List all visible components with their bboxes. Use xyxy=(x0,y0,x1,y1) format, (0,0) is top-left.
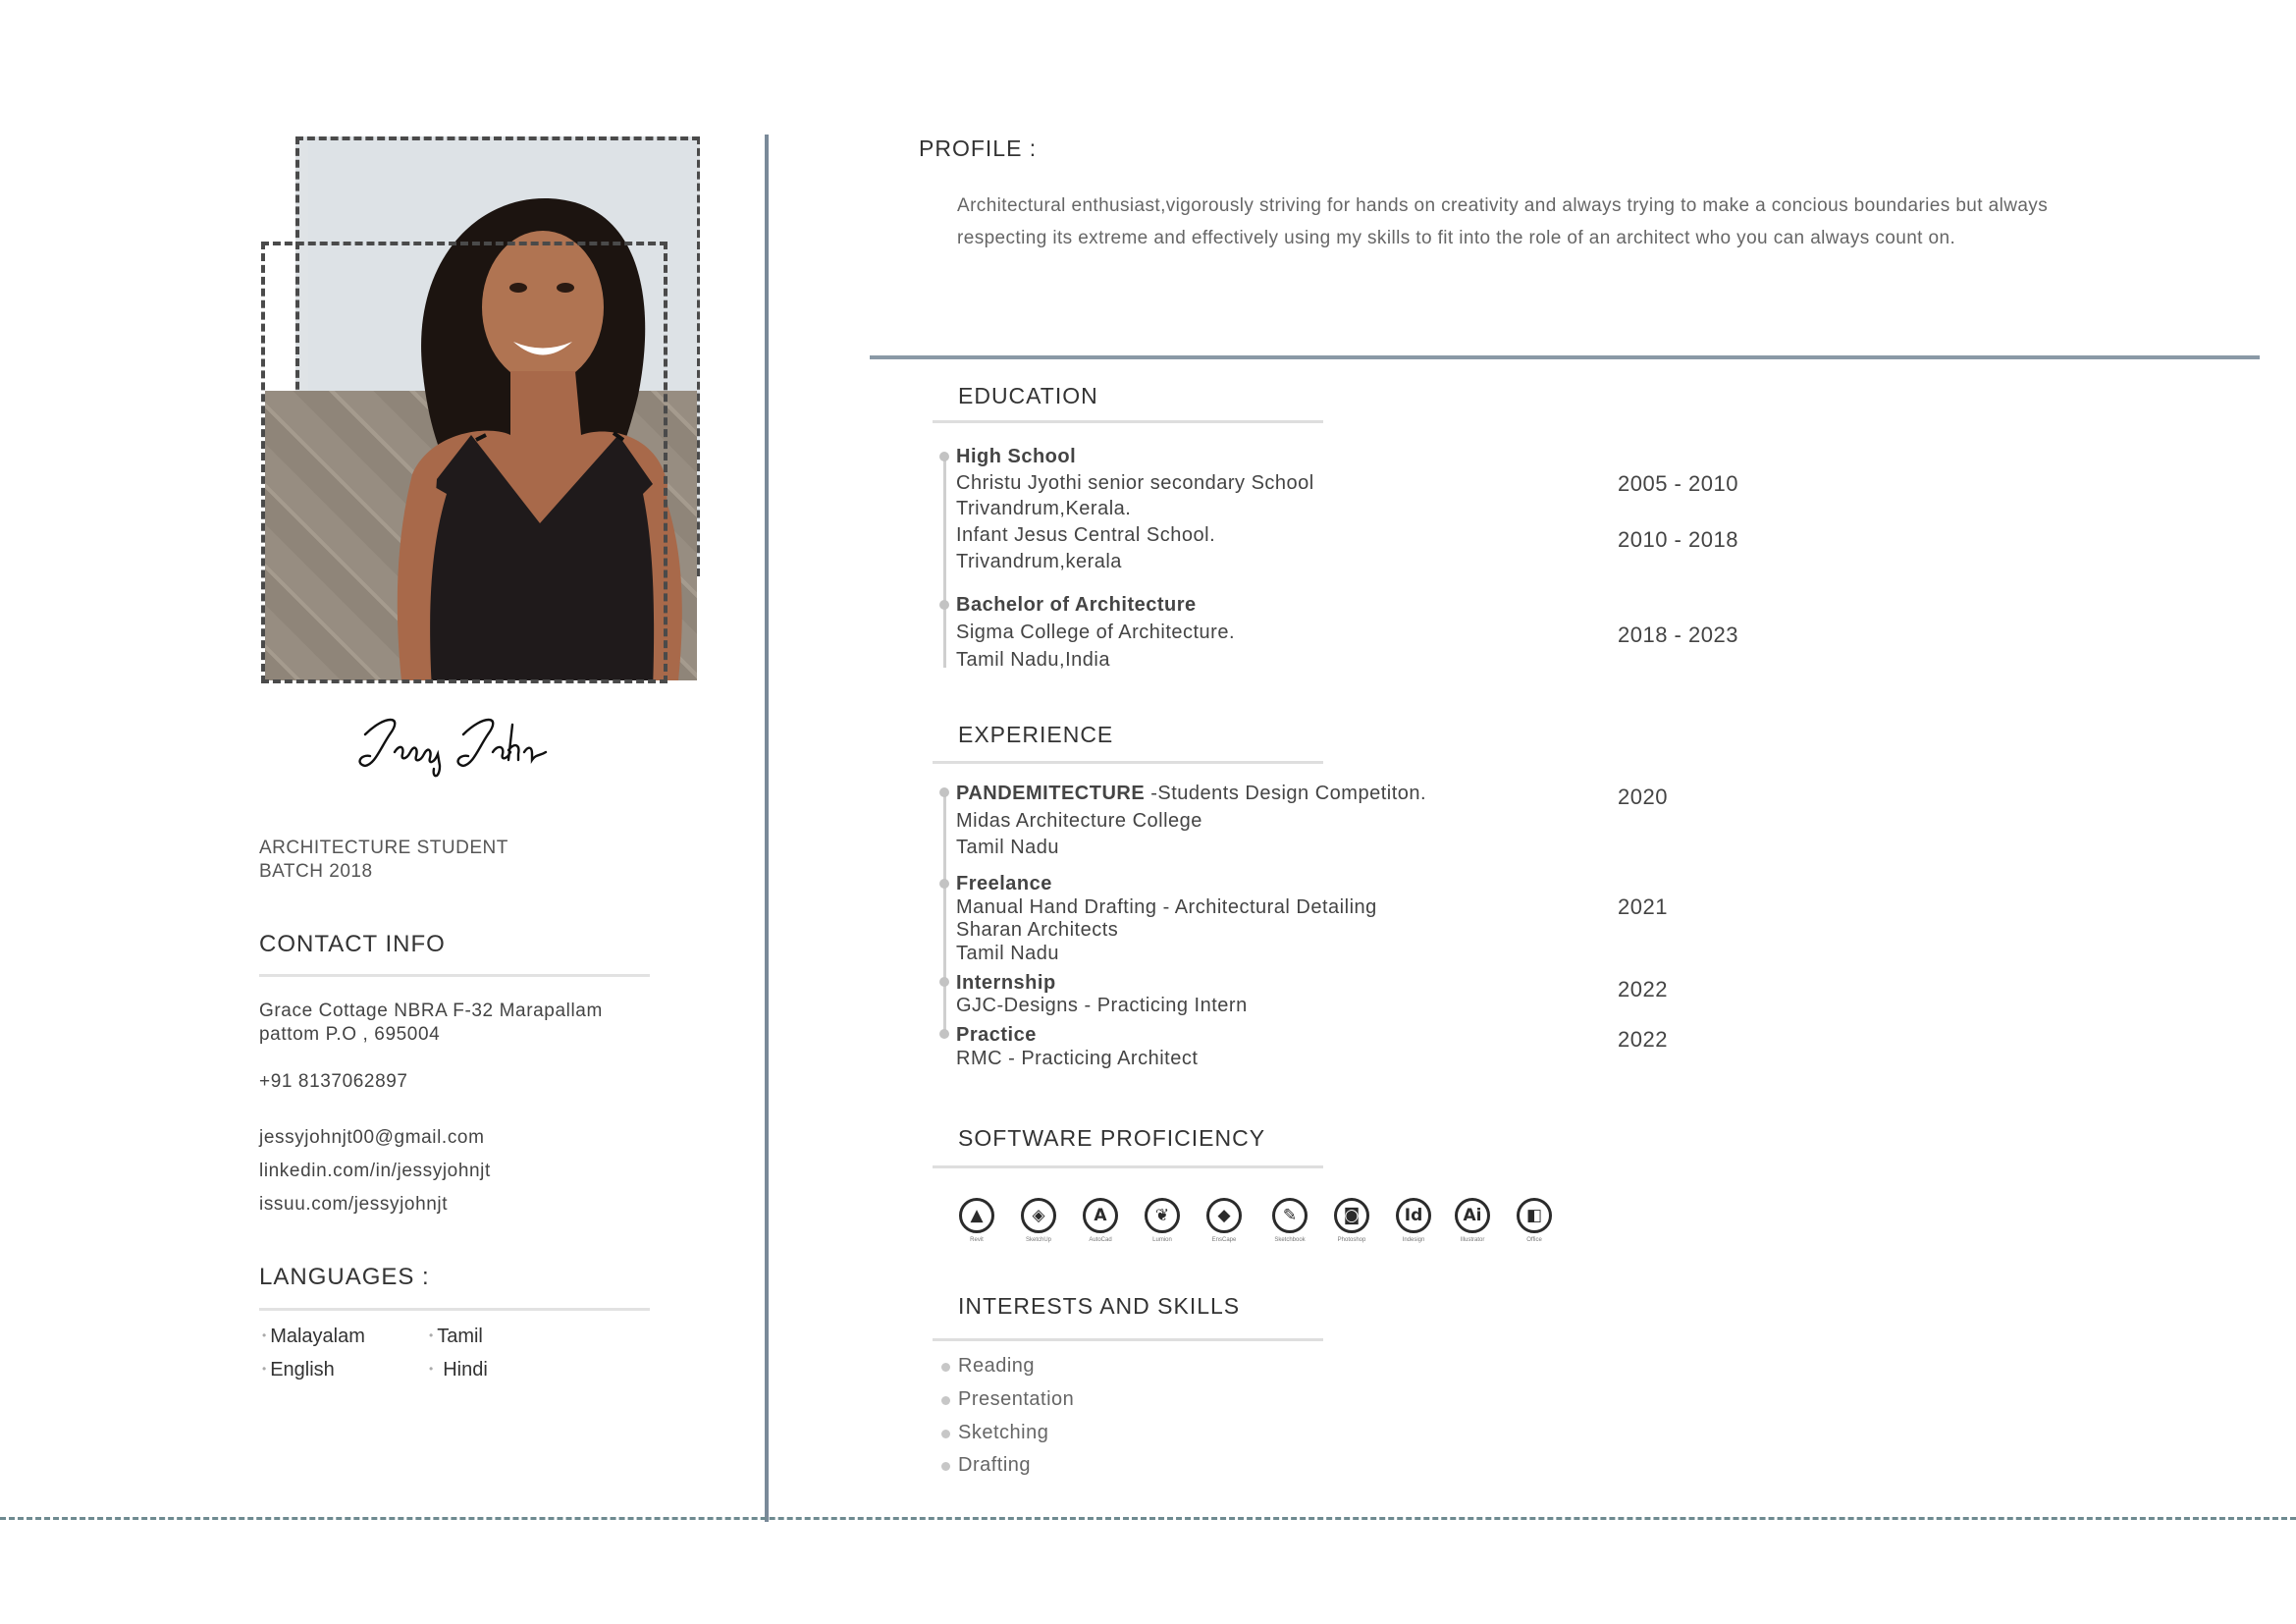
education-title: Bachelor of Architecture xyxy=(956,594,1197,616)
college-name: Sigma College of Architecture. xyxy=(956,622,1236,643)
experience-detail: Tamil Nadu xyxy=(956,943,1060,964)
timeline-bullet xyxy=(939,787,949,797)
illustrator-icon: Ai xyxy=(1455,1198,1490,1233)
experience-year: 2021 xyxy=(1618,894,1668,919)
experience-divider xyxy=(933,761,1323,764)
address-line-2: pattom P.O , 695004 xyxy=(259,1024,441,1045)
autocad-icon: A xyxy=(1083,1198,1118,1233)
college-place: Tamil Nadu,India xyxy=(956,649,1110,671)
email-link[interactable]: jessyjohnjt00@gmail.com xyxy=(259,1127,485,1148)
language-item: • Tamil xyxy=(429,1326,483,1347)
software-caption: AutoCad xyxy=(1089,1237,1112,1243)
interest-bullet xyxy=(941,1363,950,1372)
software-caption: SketchUp xyxy=(1025,1237,1051,1243)
school-place: Trivandrum,Kerala. xyxy=(956,498,1132,519)
bottom-dashed-border xyxy=(0,1517,2296,1520)
office-icon: ◧ xyxy=(1517,1198,1552,1233)
interest-item: Presentation xyxy=(958,1388,1075,1410)
interest-bullet xyxy=(941,1396,950,1405)
timeline-bullet xyxy=(939,452,949,461)
revit-icon: ▲ xyxy=(959,1198,994,1233)
batch-label: BATCH 2018 xyxy=(259,861,373,882)
language-item: • Malayalam xyxy=(262,1326,365,1347)
interests-heading: INTERESTS AND SKILLS xyxy=(958,1293,1241,1319)
photo-frame-front xyxy=(261,242,667,683)
languages-divider xyxy=(259,1308,650,1311)
experience-title: PANDEMITECTURE -Students Design Competiton. xyxy=(956,783,1427,804)
experience-title: Freelance xyxy=(956,873,1052,894)
experience-title: Practice xyxy=(956,1024,1037,1046)
lumion-icon: ❦ xyxy=(1145,1198,1180,1233)
enscape-icon: ◆ xyxy=(1206,1198,1242,1233)
experience-detail: RMC - Practicing Architect xyxy=(956,1048,1199,1069)
software-divider xyxy=(933,1165,1323,1168)
experience-detail: Manual Hand Drafting - Architectural Detailing xyxy=(956,896,1377,918)
linkedin-link[interactable]: linkedin.com/in/jessyjohnjt xyxy=(259,1161,491,1181)
education-years: 2010 - 2018 xyxy=(1618,527,1738,552)
software-caption: EnsCape xyxy=(1211,1237,1237,1243)
interests-divider xyxy=(933,1338,1323,1341)
experience-detail: Sharan Architects xyxy=(956,919,1119,941)
school-name: Infant Jesus Central School. xyxy=(956,524,1216,546)
software-heading: SOFTWARE PROFICIENCY xyxy=(958,1125,1266,1151)
timeline-bullet xyxy=(939,977,949,987)
sketchup-icon: ◈ xyxy=(1021,1198,1056,1233)
software-caption: Photoshop xyxy=(1337,1237,1366,1243)
phone-number: +91 8137062897 xyxy=(259,1071,408,1092)
software-caption: Indesign xyxy=(1402,1237,1425,1243)
timeline-bullet xyxy=(939,1029,949,1039)
school-name: Christu Jyothi senior secondary School xyxy=(956,472,1314,494)
issuu-link[interactable]: issuu.com/jessyjohnjt xyxy=(259,1194,449,1215)
photoshop-icon: ◙ xyxy=(1334,1198,1369,1233)
contact-divider xyxy=(259,974,650,977)
address-line-1: Grace Cottage NBRA F-32 Marapallam xyxy=(259,1001,603,1021)
software-caption: Office xyxy=(1526,1237,1542,1243)
profile-divider xyxy=(870,355,2260,359)
experience-detail: GJC-Designs - Practicing Intern xyxy=(956,995,1248,1016)
experience-year: 2022 xyxy=(1618,977,1668,1001)
contact-heading: CONTACT INFO xyxy=(259,931,446,957)
experience-timeline xyxy=(943,790,946,1038)
interest-item: Sketching xyxy=(958,1422,1049,1443)
profile-heading: PROFILE : xyxy=(919,135,1038,161)
experience-title: Internship xyxy=(956,972,1056,994)
timeline-bullet xyxy=(939,600,949,610)
software-caption: Lumion xyxy=(1152,1237,1172,1243)
experience-heading: EXPERIENCE xyxy=(958,722,1114,747)
column-divider xyxy=(765,135,769,1522)
interest-item: Reading xyxy=(958,1355,1036,1377)
experience-year: 2022 xyxy=(1618,1027,1668,1052)
role-title: ARCHITECTURE STUDENT xyxy=(259,838,508,858)
school-place: Trivandrum,kerala xyxy=(956,551,1122,572)
sketchbook-icon: ✎ xyxy=(1272,1198,1308,1233)
language-item: • Hindi xyxy=(429,1359,488,1380)
indesign-icon: Id xyxy=(1396,1198,1431,1233)
interest-bullet xyxy=(941,1430,950,1438)
education-title: High School xyxy=(956,446,1077,467)
software-caption: Illustrator xyxy=(1460,1237,1485,1243)
education-years: 2005 - 2010 xyxy=(1618,471,1738,496)
experience-detail: Midas Architecture College xyxy=(956,810,1202,832)
profile-summary: Architectural enthusiast,vigorously striving for hands on creativity and always trying to make a concious boundaries but always respecting its extreme and effectively using my skills to fit into the role of an architect who you can always count on. xyxy=(957,195,2049,248)
education-divider xyxy=(933,420,1323,423)
interest-bullet xyxy=(941,1462,950,1471)
experience-detail: Tamil Nadu xyxy=(956,837,1060,858)
education-years: 2018 - 2023 xyxy=(1618,623,1738,647)
software-caption: Revit xyxy=(970,1237,984,1243)
signature xyxy=(346,705,561,784)
education-timeline xyxy=(943,454,946,668)
timeline-bullet xyxy=(939,879,949,889)
software-caption: Sketchbook xyxy=(1274,1237,1306,1243)
experience-year: 2020 xyxy=(1618,785,1668,809)
language-item: • English xyxy=(262,1359,335,1380)
languages-heading: LANGUAGES : xyxy=(259,1264,430,1290)
interest-item: Drafting xyxy=(958,1454,1032,1476)
education-heading: EDUCATION xyxy=(958,383,1098,408)
